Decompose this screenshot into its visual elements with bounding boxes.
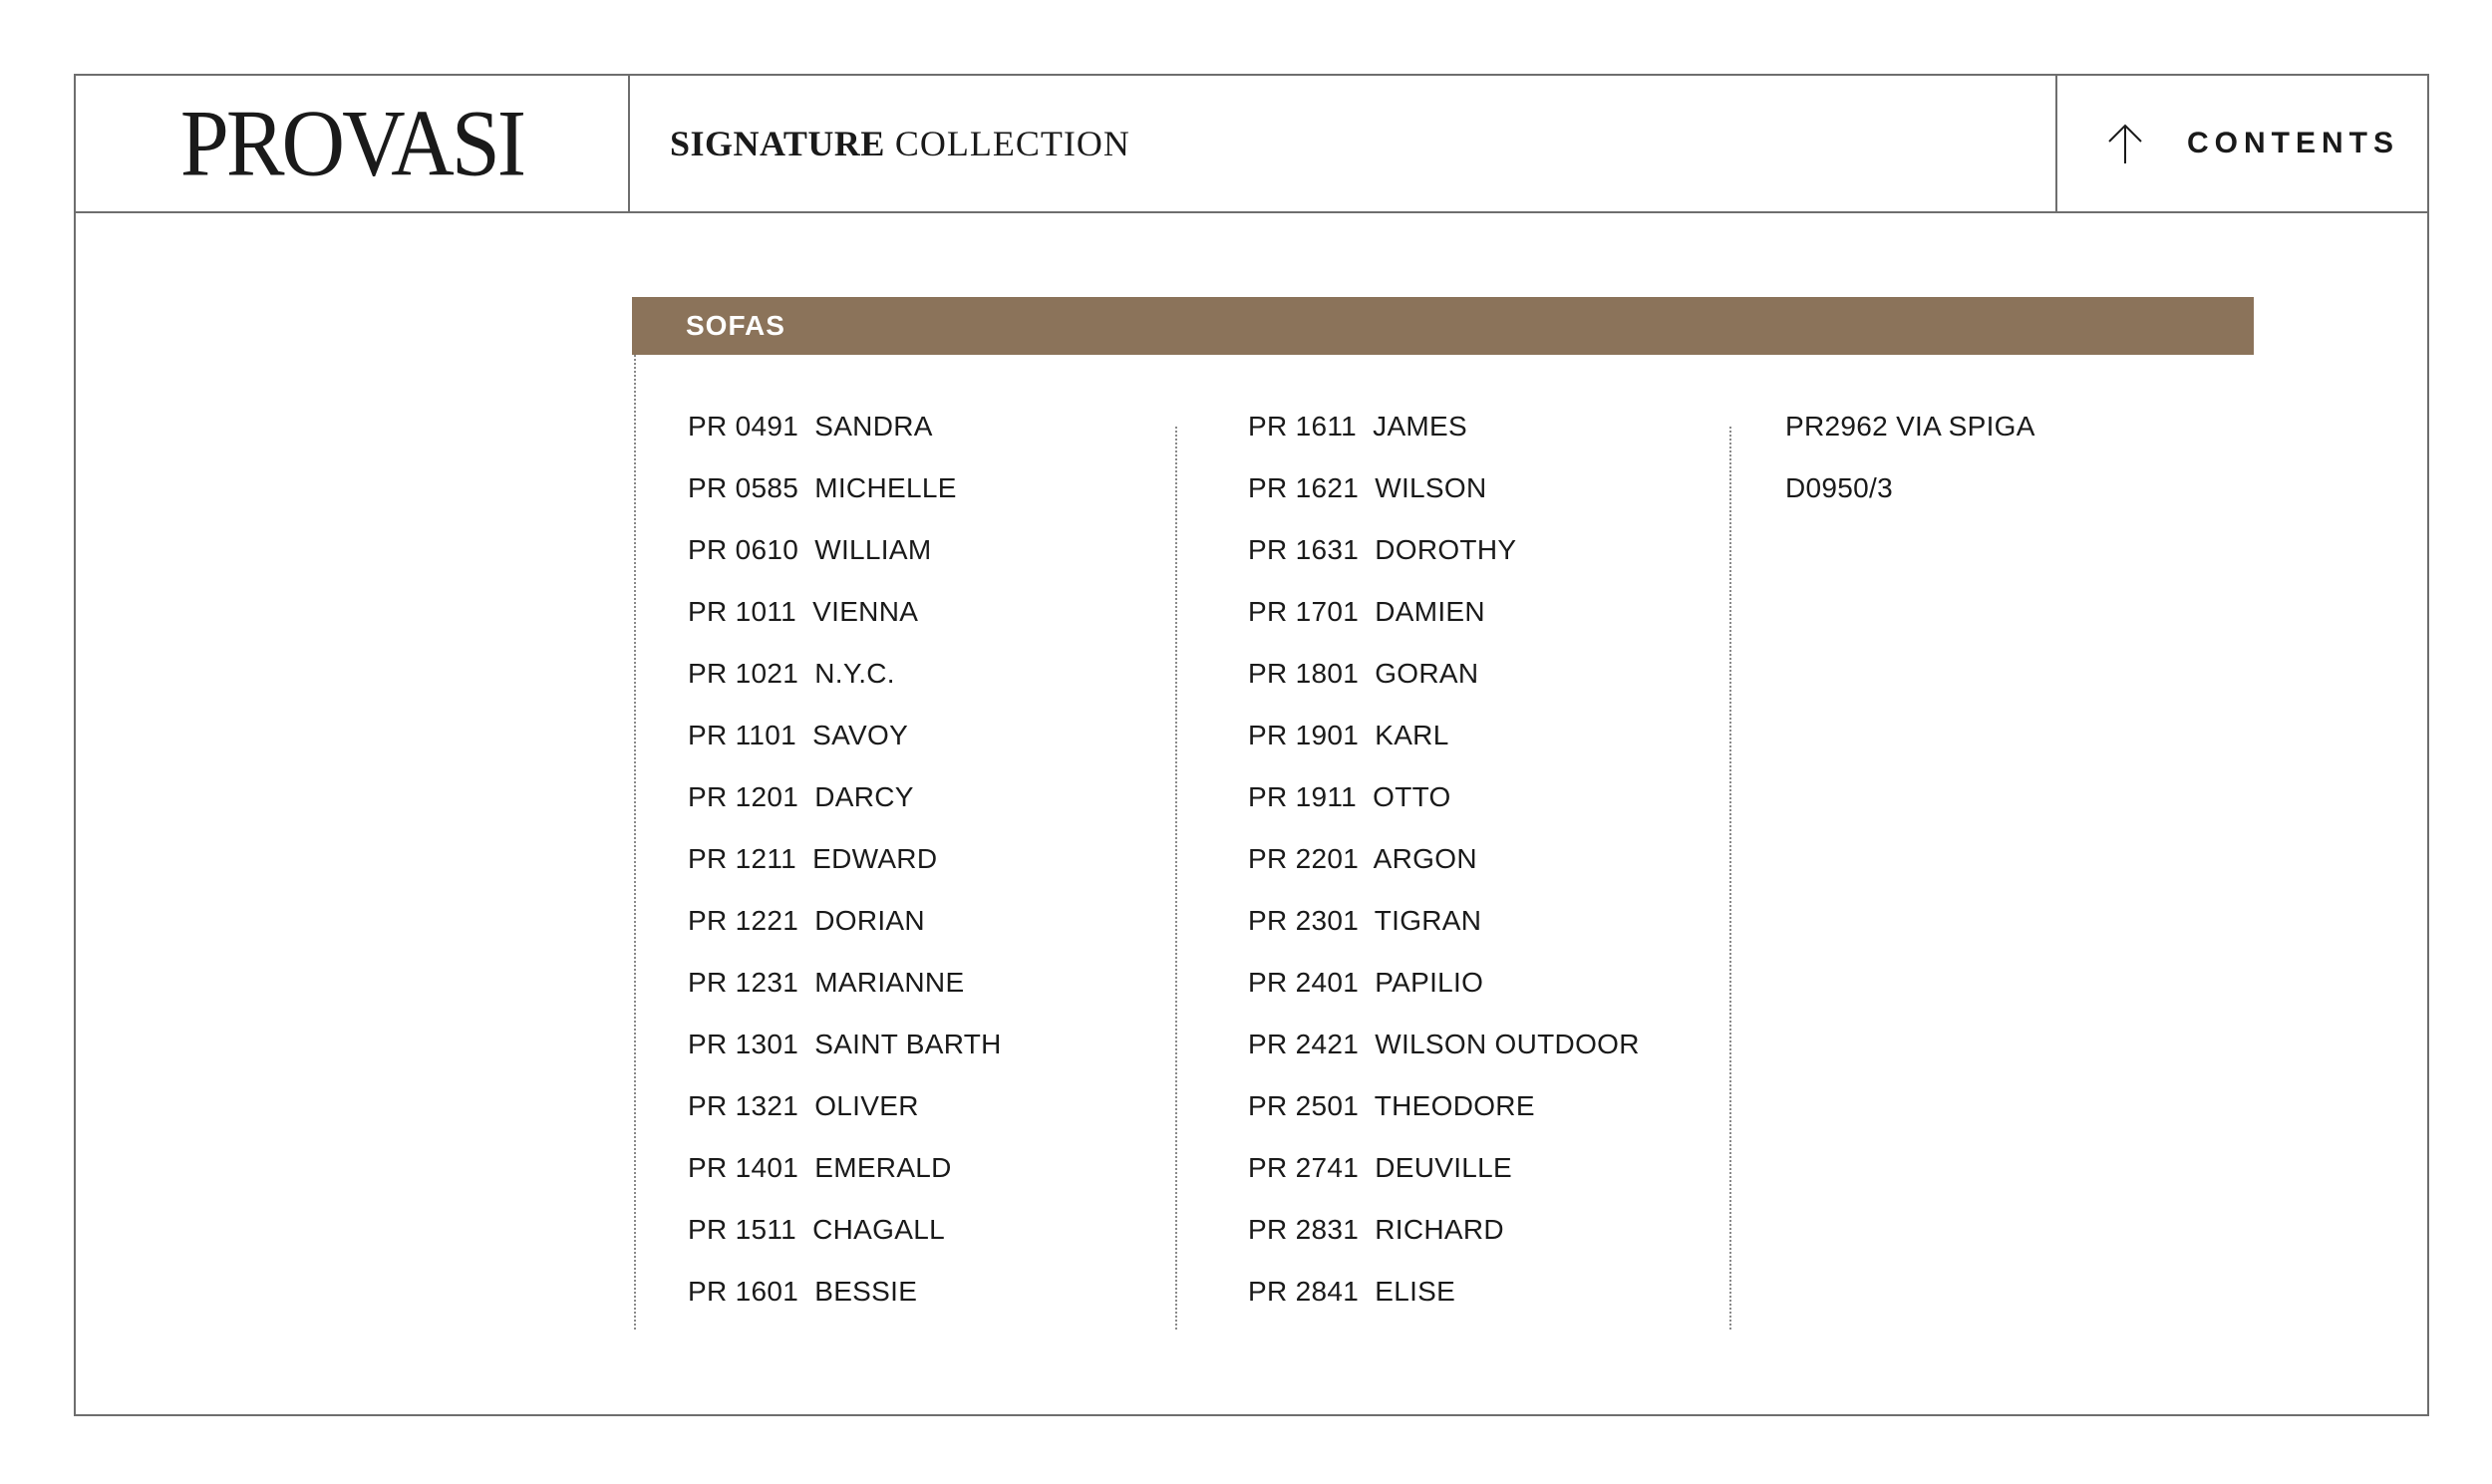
sofa-model-link[interactable]: PR 1621 WILSON — [1248, 472, 1487, 503]
column-divider — [634, 355, 636, 1330]
sofa-model-link[interactable]: PR 1611 JAMES — [1248, 411, 1467, 442]
sofa-model-link[interactable]: PR 1221 DORIAN — [688, 905, 925, 936]
sofa-model-link[interactable]: PR 1631 DOROTHY — [1248, 534, 1517, 565]
sofa-model-link[interactable]: PR 1901 KARL — [1248, 720, 1449, 750]
sofa-model-link[interactable]: PR 2741 DEUVILLE — [1248, 1152, 1513, 1183]
sofa-model-link[interactable]: PR 2421 WILSON OUTDOOR — [1248, 1029, 1640, 1059]
sofa-model-link[interactable]: PR 2401 PAPILIO — [1248, 967, 1484, 998]
sofa-model-link[interactable]: PR 1021 N.Y.C. — [688, 658, 895, 689]
column-divider — [1729, 427, 1731, 1330]
sofa-model-link[interactable]: PR 1011 VIENNA — [688, 596, 919, 627]
collection-title — [670, 123, 1130, 164]
sofa-model-link[interactable]: PR 0585 MICHELLE — [688, 472, 957, 503]
sofa-model-link[interactable]: PR 2301 TIGRAN — [1248, 905, 1482, 936]
sofa-model-link[interactable]: PR 1211 EDWARD — [688, 843, 938, 874]
sofa-model-link[interactable]: D0950/3 — [1785, 472, 1893, 503]
sofa-model-link[interactable]: PR2962 VIA SPIGA — [1785, 411, 2035, 442]
arrow-up-icon — [2105, 122, 2145, 165]
sofa-model-link[interactable]: PR 1511 CHAGALL — [688, 1214, 945, 1245]
sofa-model-link[interactable]: PR 1401 EMERALD — [688, 1152, 952, 1183]
sofa-model-link[interactable]: PR 1601 BESSIE — [688, 1276, 918, 1307]
sofa-column-2 — [1248, 407, 1640, 1334]
sofa-column-3 — [1785, 407, 2035, 530]
sofa-model-link[interactable]: PR 2841 ELISE — [1248, 1276, 1456, 1307]
contents-button[interactable] — [2057, 76, 2429, 211]
section-title: SOFAS — [686, 310, 785, 341]
column-divider — [1175, 427, 1177, 1330]
sofa-model-link[interactable]: PR 1101 SAVOY — [688, 720, 909, 750]
sofa-model-link[interactable]: PR 1321 OLIVER — [688, 1090, 919, 1121]
sofa-model-link[interactable]: PR 1301 SAINT BARTH — [688, 1029, 1002, 1059]
sofa-model-link[interactable]: PR 1801 GORAN — [1248, 658, 1479, 689]
logo-cell — [76, 76, 630, 211]
brand-logo: PROVASI — [179, 91, 524, 196]
sofa-model-link[interactable]: PR 0491 SANDRA — [688, 411, 933, 442]
section-header-bar — [632, 297, 2254, 355]
sofa-model-link[interactable]: PR 1701 DAMIEN — [1248, 596, 1485, 627]
collection-title-cell — [630, 76, 2057, 211]
sofa-model-link[interactable]: PR 1231 MARIANNE — [688, 967, 965, 998]
sofa-model-link[interactable]: PR 2501 THEODORE — [1248, 1090, 1535, 1121]
header — [76, 76, 2427, 213]
sofa-model-link[interactable]: PR 0610 WILLIAM — [688, 534, 932, 565]
contents-label: CONTENTS — [2187, 127, 2399, 159]
sofa-model-link[interactable]: PR 2831 RICHARD — [1248, 1214, 1504, 1245]
sofa-model-link[interactable]: PR 1201 DARCY — [688, 781, 914, 812]
collection-title-bold: SIGNATURE — [670, 124, 885, 163]
collection-title-rest: COLLECTION — [884, 124, 1130, 163]
sofa-column-1 — [688, 407, 1002, 1334]
sofa-model-link[interactable]: PR 2201 ARGON — [1248, 843, 1477, 874]
sofa-model-link[interactable]: PR 1911 OTTO — [1248, 781, 1451, 812]
